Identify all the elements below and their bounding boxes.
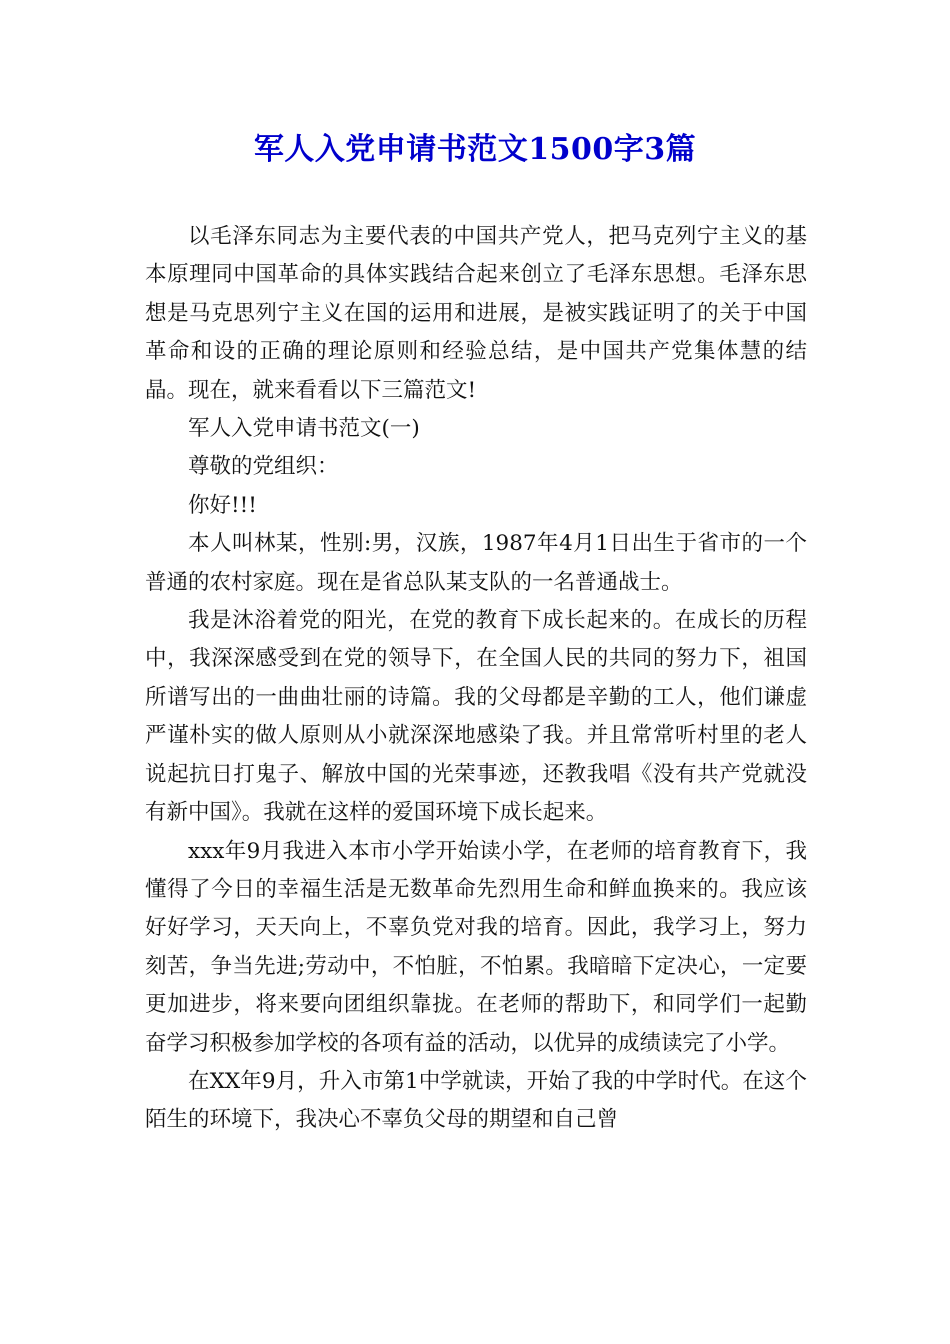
- self-introduction-paragraph: 本人叫林某，性别:男，汉族，1987年4月1日出生于省市的一个普通的农村家庭。现在是省总队某支队的一名普通战士。: [145, 531, 807, 595]
- greeting: 你好!!!: [188, 492, 257, 518]
- middle-school-paragraph: 在XX年9月，升入市第1中学就读，开始了我的中学时代。在这个陌生的环境下，我决心不辜负父母的期望和自己曾: [145, 1068, 807, 1133]
- document-title: 军人入党申请书范文1500字3篇: [253, 132, 697, 167]
- document-body: [145, 218, 807, 1140]
- intro-paragraph: 以毛泽东同志为主要代表的中国共产党人，把马克列宁主义的基本原理同中国革命的具体实践结合起来创立了毛泽东思想。毛泽东思想是马克思列宁主义在国的运用和进展，是被实践证明了的关于中国革命和设的正确的理论原则和经验总结，是中国共产党集体慧的结晶。现在，就来看看以下三篇范文!: [145, 224, 807, 403]
- salutation: 尊敬的党组织：: [188, 454, 339, 480]
- section-heading: 军人入党申请书范文(一): [188, 416, 420, 442]
- upbringing-paragraph: 我是沐浴着党的阳光，在党的教育下成长起来的。在成长的历程中，我深深感受到在党的领导下，在全国人民的共同的努力下，祖国所谱写出的一曲曲壮丽的诗篇。我的父母都是辛勤的工人，他们谦虚严谨朴实的做人原则从小就深深地感染了我。并且常常听村里的老人说起抗日打鬼子、解放中国的光荣事迹，还教我唱《没有共产党就没有新中国》。我就在这样的爱国环境下成长起来。: [145, 608, 807, 826]
- primary-school-paragraph: xxx年9月我进入本市小学开始读小学，在老师的培育教育下，我懂得了今日的幸福生活是无数革命先烈用生命和鲜血换来的。我应该好好学习，天天向上，不辜负党对我的培育。因此，我学习上，努力刻苦，争当先进;劳动中，不怕脏，不怕累。我暗暗下定决心，一定要更加进步，将来要向团组织靠拢。在老师的帮助下，和同学们一起勤奋学习积极参加学校的各项有益的活动，以优异的成绩读完了小学。: [145, 838, 807, 1056]
